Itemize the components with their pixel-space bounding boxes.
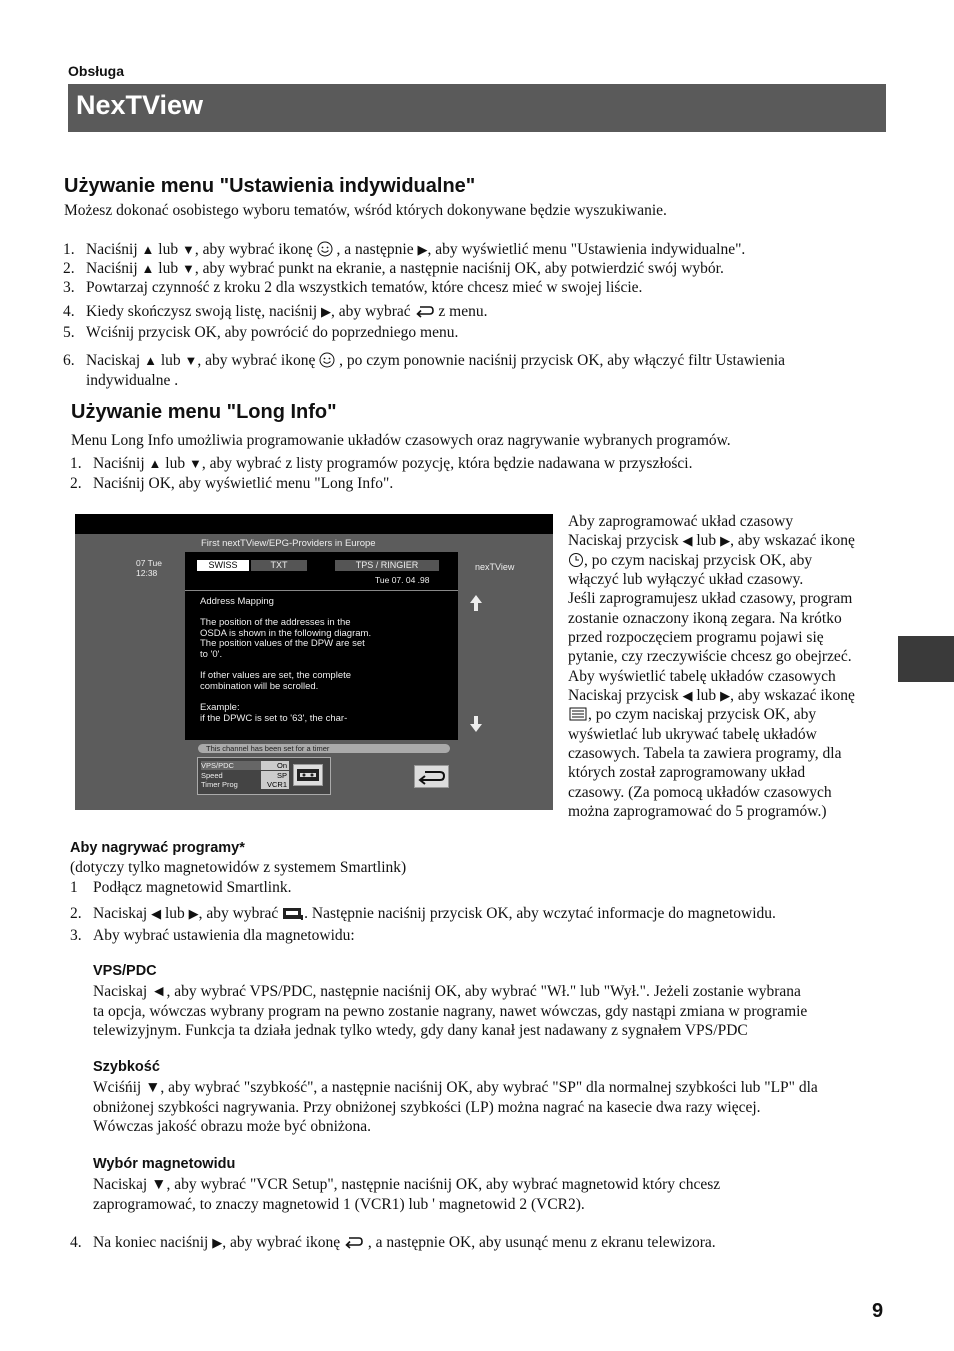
- section-label: Obsługa: [68, 63, 125, 79]
- tv-provider: TPS / RINGIER: [335, 560, 439, 571]
- tv-datestamp: Tue 07. 04 .98: [375, 575, 430, 585]
- right-triangle-icon: ▶: [188, 906, 199, 921]
- vcr-row-speed[interactable]: Speed SP: [201, 771, 287, 780]
- step-3: 3. Powtarzaj czynność z kroku 2 dla wszystkich tematów, które chcesz mieć w swojej liście.: [63, 279, 643, 296]
- tv-date: 07 Tue: [136, 558, 162, 568]
- down-triangle-icon: ▼: [181, 242, 195, 257]
- section-heading-long-info: Używanie menu "Long Info": [71, 401, 337, 423]
- page-title: NexTView: [76, 90, 204, 120]
- tv-brand: nexTView: [475, 562, 515, 572]
- scroll-down-icon[interactable]: [469, 715, 483, 738]
- vcr-heading: Wybór magnetowidu: [93, 1156, 236, 1172]
- step-1: 1. Naciśnij ▲ lub ▼, aby wybrać ikonę , a następnie ▶, aby wyświetlić menu "Ustawienia indywidualne".: [63, 241, 746, 258]
- vps-heading: VPS/PDC: [93, 963, 157, 979]
- clock-icon: [568, 552, 584, 569]
- scroll-up-icon[interactable]: [469, 594, 483, 617]
- right-triangle-icon: ▶: [212, 1235, 223, 1250]
- down-triangle-icon: ▼: [181, 261, 195, 276]
- right-triangle-icon: ▶: [720, 533, 731, 549]
- smiley-icon: [317, 241, 333, 258]
- record-step-1: 1 Podłącz magnetowid Smartlink.: [70, 879, 292, 896]
- record-note: (dotyczy tylko magnetowidów z systemem Smartlink): [70, 859, 407, 876]
- side-tab: [898, 636, 954, 682]
- right-triangle-icon: ▶: [720, 688, 731, 704]
- vps-text: Naciskaj ◄, aby wybrać VPS/PDC, następnie naciśnij OK, aby wybrać "Wł." lub "Wył.". Jeżeli zostanie wybrana ta opcja, wówczas wybrany program na pewno zostanie nagrany, nawet wówczas, gdy nastąpi zmiana w programie telewizyjnym. Funkcja ta działa jednak tylko wtedy, gdy dany kanał jest nadawany z sygnałem VPS/PDC: [93, 983, 808, 1039]
- up-triangle-icon: ▲: [141, 261, 155, 276]
- tv-divider: [185, 590, 458, 591]
- tv-body-text: Address Mapping The position of the addresses in the OSDA is shown in the following diagram. The position values of the DPW are set to '0'. If other values are set, the complete combination will be scrolled. Example: if the DPWC is set to '63', the char-: [200, 596, 372, 724]
- vcr-icon: [282, 905, 304, 922]
- step-5: 5. Wciśnij przycisk OK, aby powrócić do poprzedniego menu.: [63, 324, 459, 341]
- up-triangle-icon: ▲: [148, 456, 162, 471]
- left-triangle-icon: ◀: [151, 906, 162, 921]
- record-heading: Aby nagrywać programy*: [70, 840, 245, 856]
- long-info-step-2: 2. Naciśnij OK, aby wyświetlić menu "Long Info".: [70, 475, 394, 492]
- vcr-row-timer[interactable]: Timer Prog VCR1: [201, 780, 287, 789]
- up-triangle-icon: ▲: [144, 353, 157, 368]
- record-step-4: 4. Na koniec naciśnij ▶, aby wybrać ikonę , a następnie OK, aby usunąć menu z ekranu telewizora.: [70, 1234, 716, 1251]
- vcr-icon[interactable]: [293, 764, 323, 786]
- tv-banner: First nextTView/EPG-Providers in Europe: [201, 538, 376, 549]
- step-4: 4. Kiedy skończysz swoją listę, naciśnij ▶, aby wybrać z menu.: [63, 303, 488, 320]
- vcr-text: Naciskaj ▼, aby wybrać "VCR Setup", następnie naciśnij OK, aby wybrać magnetowid który chcesz zaprogramować, to znaczy magnetowid 1 (VCR1) lub ' magnetowid 2 (VCR2).: [93, 1176, 721, 1213]
- timer-list-icon: [568, 706, 588, 723]
- speed-text: Wciśńij ▼, aby wybrać "szybkość", a następnie naciśnij OK, aby wybrać "SP" dla normalnej szybkości lub "LP" dla obniżonej szybkości nagrywania. Przy obniżonej szybkości (LP) można nagrać na kasecie dwa razy więcej. Wówczas jakość obrazu może być obniżona.: [93, 1079, 818, 1135]
- page-number: 9: [872, 1300, 884, 1322]
- speed-heading: Szybkość: [93, 1059, 160, 1075]
- right-triangle-icon: ▶: [417, 242, 428, 257]
- side-description: Aby zaprogramować układ czasowy Naciskaj przycisk ◀ lub ▶, aby wskazać ikonę , po czym naciskaj przycisk OK, aby włączyć lub wyłączyć układ czasowy. Jeśli zaprogramujesz układ czasowy, program zostanie oznaczony ikoną zegara. Na krótko przed rozpoczęciem programu pojawi się pytanie, czy rzeczywiście chcesz go obejrzeć. Aby wyświetlić tabelę układów czasowych Naciskaj przycisk ◀ lub ▶, aby wskazać ikonę , po czym naciskaj przycisk OK, aby wyświetlać lub ukrywać tabelę układów czasowych. Tabela ta zawiera programy, dla których został zaprogramowany układ czasowy. (Za pomocą układów czasowych można zaprogramować do 5 programów.): [568, 513, 855, 821]
- down-triangle-icon: ▼: [188, 456, 202, 471]
- tv-screenshot: [75, 514, 553, 810]
- down-triangle-icon: ▼: [184, 353, 198, 368]
- step-2: 2. Naciśnij ▲ lub ▼, aby wybrać punkt na ekranie, a następnie naciśnij OK, aby potwierdzić swój wybór.: [63, 260, 724, 277]
- section-intro-long-info: Menu Long Info umożliwia programowanie układów czasowych oraz nagrywanie wybranych programów.: [71, 432, 731, 449]
- up-triangle-icon: ▲: [141, 242, 155, 257]
- return-arrow-icon: [415, 303, 435, 320]
- smiley-icon: [319, 352, 335, 369]
- tv-tab-txt[interactable]: TXT: [251, 560, 307, 571]
- title-bar: [68, 84, 886, 132]
- tv-top-bar: [75, 514, 553, 534]
- tv-status-bar: This channel has been set for a timer: [198, 744, 450, 753]
- record-step-3: 3. Aby wybrać ustawienia dla magnetowidu:: [70, 927, 355, 944]
- step-6: 6. Naciskaj ▲ lub ▼, aby wybrać ikonę , po czym ponownie naciśnij przycisk OK, aby włączyć filtr Ustawienia indywidualne .: [63, 352, 786, 389]
- section-intro-personal: Możesz dokonać osobistego wyboru tematów, wśród których dokonywane będzie wyszukiwanie.: [64, 202, 667, 219]
- left-triangle-icon: ◀: [682, 688, 693, 704]
- vcr-row-vps[interactable]: VPS/PDC On: [201, 761, 287, 770]
- tv-time: 12:38: [136, 568, 158, 578]
- right-triangle-icon: ▶: [321, 304, 332, 319]
- return-arrow-icon: [344, 1234, 364, 1251]
- tv-return-button[interactable]: [414, 765, 449, 788]
- tv-tab-swiss[interactable]: SWISS: [197, 560, 249, 571]
- section-heading-personal: Używanie menu "Ustawienia indywidualne": [64, 175, 476, 197]
- record-step-2: 2. Naciskaj ◀ lub ▶, aby wybrać . Następnie naciśnij przycisk OK, aby wczytać informacje do magnetowidu.: [70, 905, 776, 922]
- tv-vcr-box: [197, 757, 331, 795]
- long-info-step-1: 1. Naciśnij ▲ lub ▼, aby wybrać z listy programów pozycję, która będzie nadawana w przyszłości.: [70, 455, 693, 472]
- left-triangle-icon: ◀: [682, 533, 693, 549]
